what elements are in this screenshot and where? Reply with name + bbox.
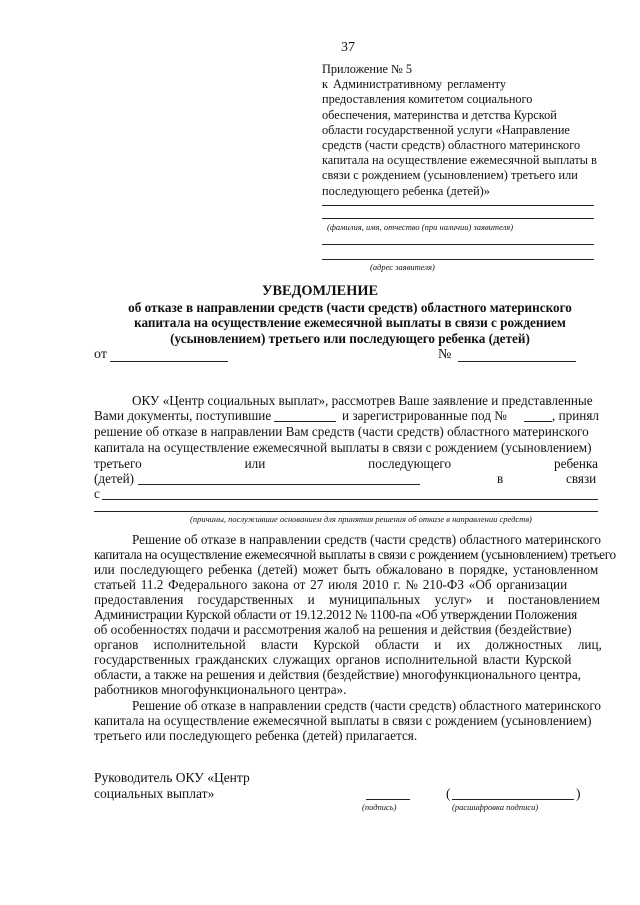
subtitle-line: (усыновлением) третьего или последующего ребенка (детей) — [170, 330, 530, 346]
decoding-line — [452, 799, 574, 800]
decoding-open-paren: ( — [446, 786, 451, 801]
paragraph2-line: об особенностях подачи и рассмотрения жалоб на решения и действия (бездействие) — [94, 622, 572, 637]
document-title: УВЕДОМЛЕНИЕ — [262, 283, 378, 299]
paragraph2-line: капитала на осуществление ежемесячной выплаты в связи с рождением (усыновлением) третьего — [94, 547, 616, 562]
reasons-caption: (причины, послужившие основанием для принятия решения об отказе в направлении средств) — [190, 514, 532, 524]
paragraph1-line6c: связи — [566, 471, 597, 486]
paragraph2-line: органов исполнительной власти Курской области и их должностных лиц, — [94, 637, 602, 652]
paragraph1-line1: ОКУ «Центр социальных выплат», рассмотрев Ваше заявление и представленные — [132, 393, 593, 408]
document-subtitle — [80, 300, 620, 346]
paragraph2-line: статьей 11.2 Федерального закона от 27 июля 2010 г. № 210-ФЗ «Об организации — [94, 577, 568, 592]
page-number: 37 — [341, 40, 355, 55]
paragraph1-line2b: и зарегистрированные под № — [342, 408, 507, 423]
signature-position-line2: социальных выплат» — [94, 786, 215, 801]
paragraph1-line2a: Вами документы, поступившие — [94, 408, 272, 423]
paragraph2-line: области, а также на решения и действия (бездействие) многофункционального центра, — [94, 667, 581, 682]
registration-number-line — [524, 421, 552, 422]
reasons-line-2 — [94, 511, 598, 512]
paragraph3-line: капитала на осуществление ежемесячной выплаты в связи с рождением (усыновлением) — [94, 713, 592, 728]
applicant-address-caption: (адрес заявителя) — [370, 262, 435, 272]
paragraph1-line5 — [94, 456, 598, 472]
paragraph1-line6a: (детей) — [94, 471, 135, 486]
paragraph1-line3: решение об отказе в направлении Вам средств (части средств) областного материнского — [94, 424, 589, 439]
signature-caption: (подпись) — [362, 802, 397, 812]
paragraph1-word: третьего — [94, 456, 142, 471]
paragraph3-line: Решение об отказе в направлении средств (части средств) областного материнского — [132, 698, 601, 713]
paragraph1-word: последующего — [368, 456, 452, 471]
paragraph1-word: или — [244, 456, 266, 471]
signature-line — [366, 799, 410, 800]
from-date-line — [110, 361, 228, 362]
appendix-line: капитала на осуществление ежемесячной выплаты в — [322, 153, 597, 168]
appendix-line: средств (части средств) областного материнского — [322, 138, 581, 153]
decoding-close-paren: ) — [576, 786, 581, 801]
appendix-line: области государственной услуги «Направление — [322, 122, 570, 137]
subtitle-line: капитала на осуществление ежемесячной выплаты в связи с рождением — [134, 315, 566, 331]
decoding-caption: (расшифровка подписи) — [452, 802, 539, 812]
appendix-line: обеспечения, материнства и детства Курской — [322, 107, 557, 122]
applicant-name-caption: (фамилия, имя, отчество (при наличии) заявителя) — [327, 222, 514, 232]
appendix-line: последующего ребенка (детей)» — [322, 183, 490, 198]
paragraph1-word: ребенка — [554, 456, 598, 471]
appendix-line: к Административному регламенту — [322, 77, 507, 92]
children-line — [138, 484, 420, 485]
reasons-line-1 — [102, 499, 598, 500]
paragraph2-line: предоставления государственных и муниципальных услуг» и постановлением — [94, 592, 600, 607]
number-label: № — [438, 347, 452, 362]
paragraph1-line2c: , принял — [552, 408, 600, 423]
appendix-line: Приложение № 5 — [322, 62, 413, 76]
signature-position-line1: Руководитель ОКУ «Центр — [94, 770, 250, 785]
appendix-line: предоставления комитетом социального — [322, 92, 533, 107]
applicant-name-line-2 — [322, 218, 594, 219]
paragraph2-line: работников многофункционального центра». — [94, 682, 347, 697]
paragraph3-line: третьего или последующего ребенка (детей) прилагается. — [94, 728, 418, 743]
applicant-name-line-1 — [322, 205, 594, 206]
applicant-address-line-1 — [322, 244, 594, 245]
appendix-line: связи с рождением (усыновлением) третьего или — [322, 168, 578, 183]
applicant-address-line-2 — [322, 259, 594, 260]
appendix-block — [322, 62, 614, 199]
number-line — [458, 361, 576, 362]
paragraph2-line: Решение об отказе в направлении средств (части средств) областного материнского — [132, 532, 601, 547]
paragraph1-line6b: в — [497, 471, 504, 486]
received-date-line — [274, 421, 336, 422]
paragraph1-line4: капитала на осуществление ежемесячной выплаты в связи с рождением (усыновлением) — [94, 440, 592, 455]
paragraph2-line: Администрации Курской области от 19.12.2012 № 1100-па «Об утверждении Положения — [94, 607, 578, 622]
subtitle-line: об отказе в направлении средств (части средств) областного материнского — [128, 300, 572, 315]
paragraph2-line: государственных гражданских служащих органов исполнительной власти Курской — [94, 652, 572, 667]
paragraph2-line: или последующего ребенка (детей) может быть обжаловано в порядке, установленном — [94, 562, 599, 577]
from-label: от — [94, 347, 107, 362]
paragraph1-line7a: с — [94, 486, 100, 501]
